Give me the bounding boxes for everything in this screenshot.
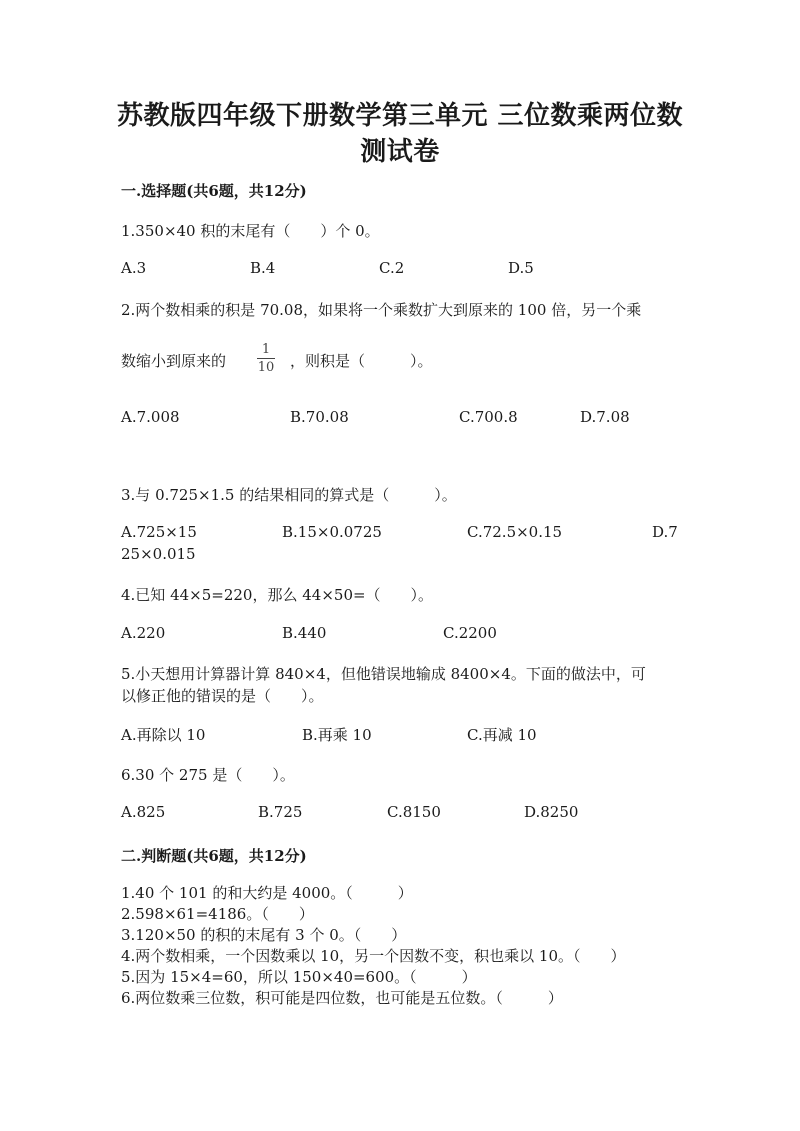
question-5-stem-line1: 5.小天想用计算器计算 840×4，但他错误地输成 8400×4。下面的做法中，可 — [121, 665, 646, 683]
question-6-option-d: D.8250 — [524, 803, 579, 821]
question-2-fraction — [257, 342, 275, 375]
judge-item-6: 6.两位数乘三位数，积可能是四位数，也可能是五位数。（ ） — [121, 989, 563, 1007]
judge-item-1: 1.40 个 101 的和大约是 4000。（ ） — [121, 884, 413, 902]
question-5-option-a: A.再除以 10 — [121, 726, 206, 744]
judge-item-4: 4.两个数相乘，一个因数乘以 10，另一个因数不变，积也乘以 10。（ ） — [121, 947, 626, 965]
fraction-denominator: 10 — [257, 360, 275, 375]
question-2-option-b: B.70.08 — [290, 408, 349, 426]
question-5-stem-line2: 以修正他的错误的是（ ）。 — [121, 687, 324, 705]
fraction-numerator: 1 — [261, 342, 271, 357]
question-1-stem: 1.350×40 积的末尾有（ ）个 0。 — [121, 222, 380, 240]
question-3-option-d: D.7 — [652, 523, 678, 541]
section1-heading: 一.选择题(共6题，共12分) — [121, 182, 307, 200]
judge-item-5: 5.因为 15×4=60，所以 150×40=600。（ ） — [121, 968, 477, 986]
page-title-line1: 苏教版四年级下册数学第三单元 三位数乘两位数 — [116, 101, 684, 131]
question-1-option-a: A.3 — [121, 259, 147, 277]
question-2-option-c: C.700.8 — [459, 408, 518, 426]
question-2-stem-line2-pre: 数缩小到原来的 — [121, 352, 227, 370]
question-4-option-b: B.440 — [282, 624, 327, 642]
question-3-option-a: A.725×15 — [121, 523, 197, 541]
judge-item-3: 3.120×50 的积的末尾有 3 个 0。（ ） — [121, 926, 407, 944]
question-2-stem-line1: 2.两个数相乘的积是 70.08，如果将一个乘数扩大到原来的 100 倍，另一个乘 — [121, 301, 642, 319]
question-5-option-c: C.再减 10 — [467, 726, 537, 744]
question-3-option-c: C.72.5×0.15 — [467, 523, 563, 541]
question-4-option-c: C.2200 — [443, 624, 497, 642]
question-6-option-a: A.825 — [121, 803, 166, 821]
question-5-option-b: B.再乘 10 — [302, 726, 372, 744]
question-3-option-d-wrap: 25×0.015 — [121, 545, 196, 563]
question-2-option-d: D.7.08 — [580, 408, 630, 426]
question-6-option-b: B.725 — [258, 803, 303, 821]
question-4-stem: 4.已知 44×5=220，那么 44×50=（ ）。 — [121, 586, 434, 604]
question-3-option-b: B.15×0.0725 — [282, 523, 382, 541]
question-4-option-a: A.220 — [121, 624, 166, 642]
question-2-option-a: A.7.008 — [121, 408, 180, 426]
question-3-stem: 3.与 0.725×1.5 的结果相同的算式是（ ）。 — [121, 486, 457, 504]
question-1-option-c: C.2 — [379, 259, 405, 277]
judge-item-2: 2.598×61=4186。（ ） — [121, 905, 314, 923]
fraction-bar — [257, 358, 275, 359]
question-1-option-b: B.4 — [250, 259, 276, 277]
question-2-stem-line2-post: ，则积是（ ）。 — [290, 352, 433, 370]
question-6-stem: 6.30 个 275 是（ ）。 — [121, 766, 295, 784]
question-1-option-d: D.5 — [508, 259, 534, 277]
question-6-option-c: C.8150 — [387, 803, 441, 821]
section2-heading: 二.判断题(共6题，共12分) — [121, 847, 307, 865]
page-title-line2: 测试卷 — [360, 137, 440, 167]
